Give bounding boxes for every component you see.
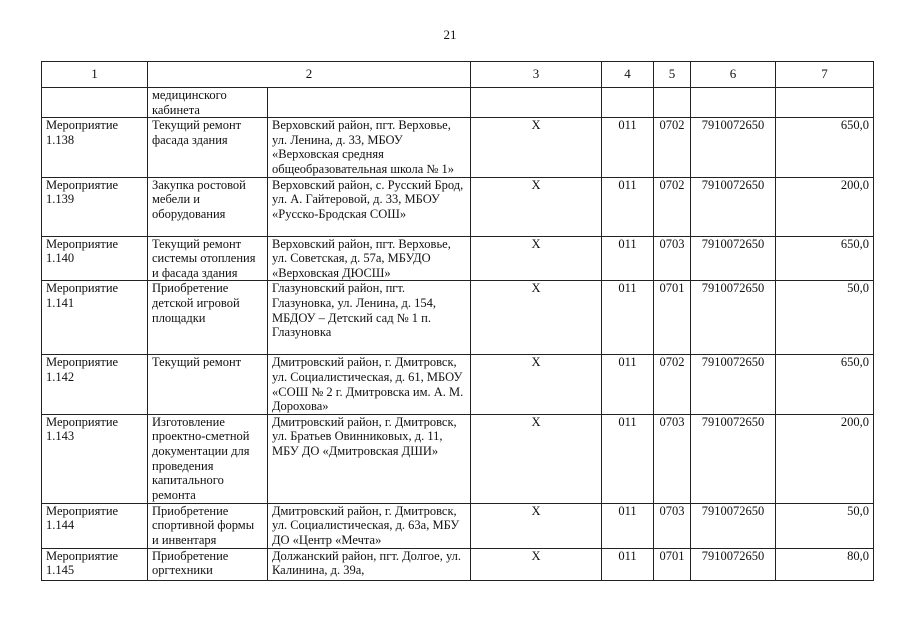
measure-name: Изготовление проектно-сметной документации для проведения капитального ремонта	[148, 414, 268, 503]
measure-col-4: 011	[602, 118, 654, 177]
measure-col-6: 7910072650	[691, 118, 776, 177]
header-col-6: 6	[691, 62, 776, 88]
measure-col-3: Х	[471, 414, 602, 503]
measure-address: Должанский район, пгт. Долгое, ул. Калинина, д. 39а,	[268, 548, 471, 580]
continuation-cell-5	[654, 88, 691, 118]
measure-col-3: Х	[471, 281, 602, 355]
measure-id: Мероприятие 1.138	[42, 118, 148, 177]
measure-name: Текущий ремонт	[148, 355, 268, 414]
measure-id: Мероприятие 1.140	[42, 236, 148, 281]
measure-col-4: 011	[602, 177, 654, 236]
measure-col-6: 7910072650	[691, 414, 776, 503]
measure-id: Мероприятие 1.145	[42, 548, 148, 580]
table-row	[42, 281, 874, 355]
measure-name: Закупка ростовой мебели и оборудования	[148, 177, 268, 236]
continuation-cell-address	[268, 88, 471, 118]
measure-address: Глазуновский район, пгт. Глазуновка, ул. Ленина, д. 154, МБДОУ – Детский сад № 1 п. Глазуновка	[268, 281, 471, 355]
measure-col-6: 7910072650	[691, 236, 776, 281]
measure-name: Текущий ремонт системы отопления и фасада здания	[148, 236, 268, 281]
measures-table	[41, 61, 874, 581]
measure-address: Верховский район, пгт. Верховье, ул. Советская, д. 57а, МБУДО «Верховская ДЮСШ»	[268, 236, 471, 281]
measure-amount: 50,0	[776, 503, 874, 548]
measure-col-3: Х	[471, 177, 602, 236]
measure-name: Приобретение спортивной формы и инвентаря	[148, 503, 268, 548]
measure-col-3: Х	[471, 355, 602, 414]
measure-address: Дмитровский район, г. Дмитровск, ул. Социалистическая, д. 63а, МБУ ДО «Центр «Мечта»	[268, 503, 471, 548]
measure-col-3: Х	[471, 503, 602, 548]
header-row	[42, 62, 874, 88]
measure-col-4: 011	[602, 548, 654, 580]
measure-col-4: 011	[602, 503, 654, 548]
table-row	[42, 548, 874, 580]
table-row	[42, 355, 874, 414]
measure-amount: 200,0	[776, 414, 874, 503]
measure-name: Приобретение детской игровой площадки	[148, 281, 268, 355]
measure-col-4: 011	[602, 236, 654, 281]
measure-col-5: 0703	[654, 503, 691, 548]
measure-amount: 650,0	[776, 236, 874, 281]
measure-col-6: 7910072650	[691, 281, 776, 355]
table-row	[42, 414, 874, 503]
measure-col-6: 7910072650	[691, 355, 776, 414]
measure-col-6: 7910072650	[691, 503, 776, 548]
measure-amount: 80,0	[776, 548, 874, 580]
continuation-cell-1	[42, 88, 148, 118]
measure-amount: 650,0	[776, 118, 874, 177]
measure-address: Дмитровский район, г. Дмитровск, ул. Социалистическая, д. 61, МБОУ «СОШ № 2 г. Дмитровска им. А. М. Дорохова»	[268, 355, 471, 414]
continuation-cell-3	[471, 88, 602, 118]
table-row	[42, 503, 874, 548]
continuation-cell-6	[691, 88, 776, 118]
measure-col-3: Х	[471, 548, 602, 580]
header-col-3: 3	[471, 62, 602, 88]
measure-id: Мероприятие 1.139	[42, 177, 148, 236]
header-col-5: 5	[654, 62, 691, 88]
measure-address: Верховский район, пгт. Верховье, ул. Ленина, д. 33, МБОУ «Верховская средняя общеобразовательная школа № 1»	[268, 118, 471, 177]
measure-col-4: 011	[602, 355, 654, 414]
measure-col-5: 0703	[654, 236, 691, 281]
header-col-2: 2	[148, 62, 471, 88]
measure-col-3: Х	[471, 236, 602, 281]
measure-name: Текущий ремонт фасада здания	[148, 118, 268, 177]
header-col-7: 7	[776, 62, 874, 88]
continuation-name: медицинского кабинета	[148, 88, 268, 118]
measure-col-5: 0703	[654, 414, 691, 503]
measure-col-3: Х	[471, 118, 602, 177]
measure-col-5: 0702	[654, 355, 691, 414]
measure-col-5: 0702	[654, 177, 691, 236]
page-number: 21	[443, 27, 457, 42]
continuation-cell-7	[776, 88, 874, 118]
measure-name: Приобретение оргтехники	[148, 548, 268, 580]
table-row	[42, 236, 874, 281]
measure-amount: 650,0	[776, 355, 874, 414]
header-col-4: 4	[602, 62, 654, 88]
measure-col-5: 0701	[654, 548, 691, 580]
measure-address: Дмитровский район, г. Дмитровск, ул. Братьев Овинниковых, д. 11, МБУ ДО «Дмитровская ДШИ»	[268, 414, 471, 503]
continuation-row	[42, 88, 874, 118]
continuation-cell-4	[602, 88, 654, 118]
table-row	[42, 118, 874, 177]
measure-col-4: 011	[602, 414, 654, 503]
header-col-1: 1	[42, 62, 148, 88]
measure-id: Мероприятие 1.144	[42, 503, 148, 548]
measure-col-4: 011	[602, 281, 654, 355]
measure-address: Верховский район, с. Русский Брод, ул. А. Гайтеровой, д. 33, МБОУ «Русско-Бродская СОШ»	[268, 177, 471, 236]
measure-amount: 50,0	[776, 281, 874, 355]
measure-col-6: 7910072650	[691, 548, 776, 580]
measure-id: Мероприятие 1.141	[42, 281, 148, 355]
measure-col-5: 0702	[654, 118, 691, 177]
measure-col-6: 7910072650	[691, 177, 776, 236]
measure-col-5: 0701	[654, 281, 691, 355]
measure-id: Мероприятие 1.142	[42, 355, 148, 414]
measure-id: Мероприятие 1.143	[42, 414, 148, 503]
table-row	[42, 177, 874, 236]
measure-amount: 200,0	[776, 177, 874, 236]
